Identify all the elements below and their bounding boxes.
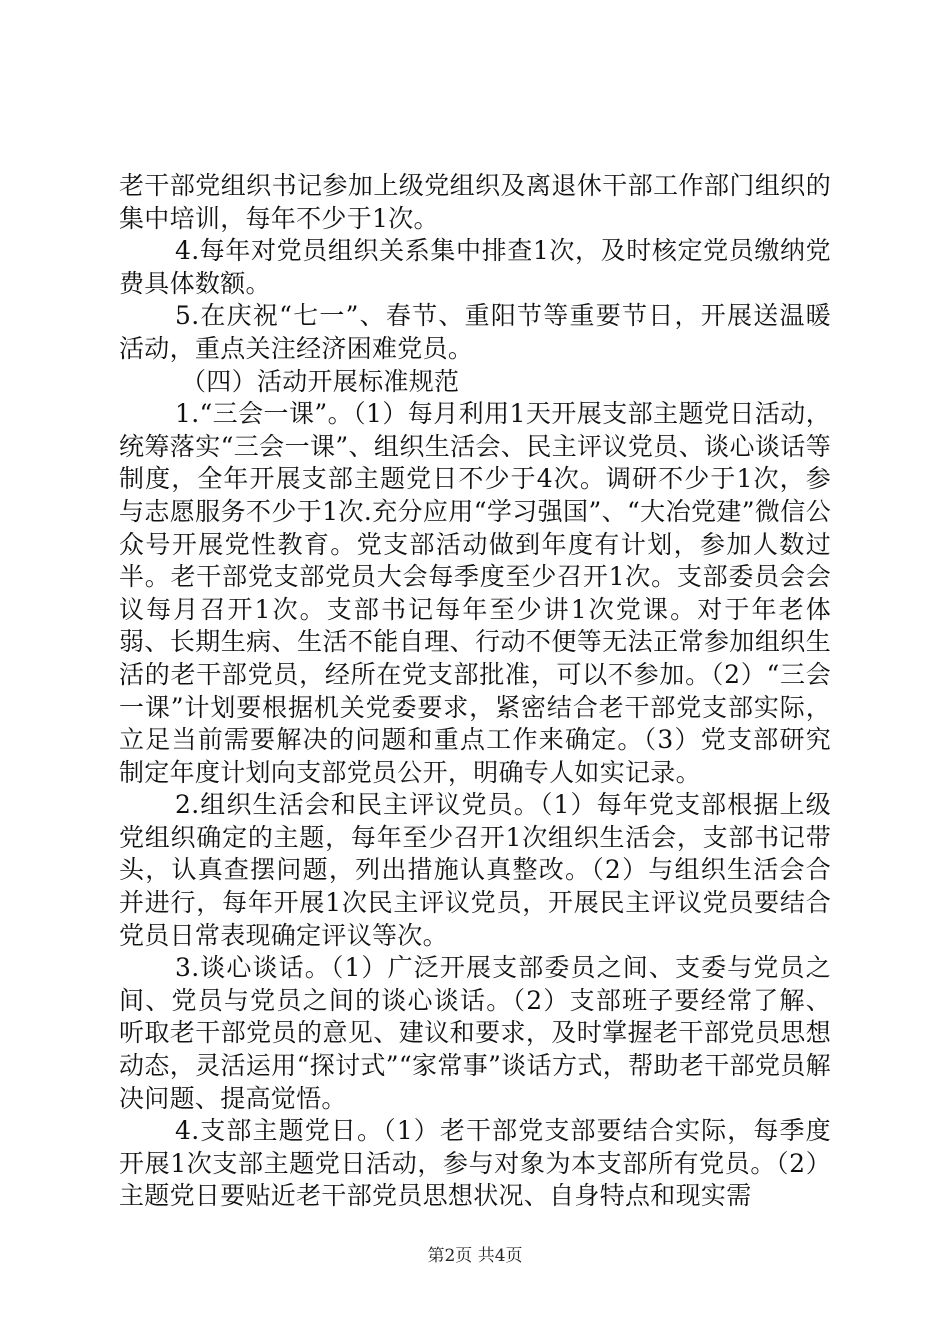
paragraph-item-5: 5.在庆祝“七一”、春节、重阳节等重要节日，开展送温暖活动，重点关注经济困难党员。 — [119, 301, 831, 363]
section-heading: （四）活动开展标准规范 — [181, 366, 460, 396]
paragraph-item-4: 4.每年对党员组织关系集中排查1次，及时核定党员缴纳党费具体数额。 — [119, 236, 831, 298]
paragraph-three-meetings: 1.“三会一课”。（1）每月利用1天开展支部主题党日活动，统筹落实“三会一课”、组织生活会、民主评议党员、谈心谈话等制度，全年开展支部主题党日不少于4次。调研不少于1次，参与志愿服务不少于1次.充分应用“学习强国”、“大冶党建”微信公众号开展党性教育。党支部活动做到年度有计划，参加人数过半。老干部党支部党员大会每季度至少召开1次。支部委员会会议每月召开1次。支部书记每年至少讲1次党课。对于年老体弱、长期生病、生活不能自理、行动不便等无法正常参加组织生活的老干部党员，经所在党支部批准，可以不参加。（2）“三会一课”计划要根据机关党委要求，紧密结合老干部党支部实际，立足当前需要解决的问题和重点工作来确定。（3）党支部研究制定年度计划向支部党员公开，明确专人如实记录。 — [119, 399, 831, 787]
paragraph-theme-day: 4.支部主题党日。（1）老干部党支部要结合实际，每季度开展1次支部主题党日活动，参与对象为本支部所有党员。（2）主题党日要贴近老干部党员思想状况、自身特点和现实需 — [119, 1116, 831, 1211]
page-footer: 第2页 共4页 — [427, 1246, 523, 1266]
document-body — [119, 170, 831, 1213]
paragraph-heart-to-heart: 3.谈心谈话。（1）广泛开展支部委员之间、支委与党员之间、党员与党员之间的谈心谈话。（2）支部班子要经常了解、听取老干部党员的意见、建议和要求，及时掌握老干部党员思想动态，灵活运用“探讨式”“家常事”谈话方式，帮助老干部党员解决问题、提高觉悟。 — [119, 953, 831, 1113]
paragraph-training: 老干部党组织书记参加上级党组织及离退休干部工作部门组织的集中培训，每年不少于1次。 — [119, 171, 831, 233]
paragraph-organizational-life: 2.组织生活会和民主评议党员。（1）每年党支部根据上级党组织确定的主题，每年至少召开1次组织生活会，支部书记带头，认真查摆问题，列出措施认真整改。（2）与组织生活会合并进行，每年开展1次民主评议党员，开展民主评议党员要结合党员日常表现确定评议等次。 — [119, 790, 831, 950]
